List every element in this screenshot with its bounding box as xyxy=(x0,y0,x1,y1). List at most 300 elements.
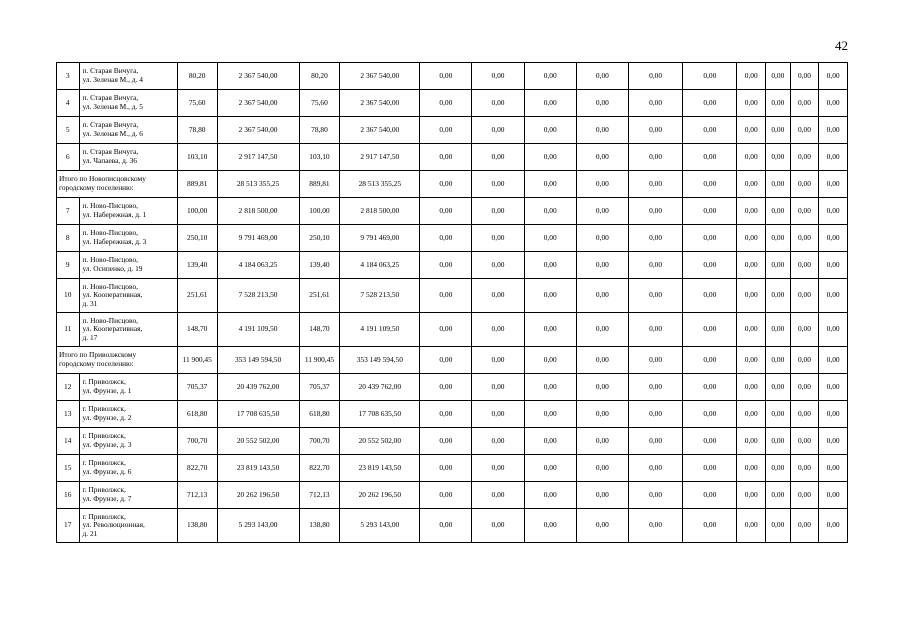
address-cell xyxy=(79,401,177,428)
value-cell: 0,00 xyxy=(420,144,472,171)
value-cell: 0,00 xyxy=(420,401,472,428)
value-cell: 0,00 xyxy=(472,279,524,313)
value-cell: 0,00 xyxy=(737,347,766,374)
table-row xyxy=(57,198,848,225)
address-line: п. Старая Вичуга, xyxy=(82,147,139,157)
area-cell: 712,13 xyxy=(299,482,340,509)
value-cell: 0,00 xyxy=(576,198,628,225)
table-row xyxy=(57,144,848,171)
value-cell: 0,00 xyxy=(819,279,848,313)
value-cell: 0,00 xyxy=(737,63,766,90)
value-cell: 0,00 xyxy=(819,428,848,455)
value-cell: 0,00 xyxy=(524,509,576,543)
value-cell: 0,00 xyxy=(790,428,819,455)
row-number: 11 xyxy=(57,313,80,347)
value-cell: 0,00 xyxy=(790,347,819,374)
row-number: 7 xyxy=(57,198,80,225)
cost-total-cell: 9 791 469,00 xyxy=(217,225,299,252)
cost-cell: 4 191 109,50 xyxy=(340,313,420,347)
address-line: п. Старая Вичуга, xyxy=(82,66,139,76)
area-cell: 138,80 xyxy=(299,509,340,543)
address-line: г. Приволжск, xyxy=(82,431,126,441)
value-cell: 0,00 xyxy=(819,90,848,117)
cost-cell: 2 367 540,00 xyxy=(340,63,420,90)
value-cell: 0,00 xyxy=(819,252,848,279)
area-total-cell: 251,61 xyxy=(177,279,217,313)
area-total-cell: 822,70 xyxy=(177,455,217,482)
table-row xyxy=(57,279,848,313)
value-cell: 0,00 xyxy=(737,374,766,401)
address-cell xyxy=(79,198,177,225)
value-cell: 0,00 xyxy=(524,63,576,90)
value-cell: 0,00 xyxy=(683,225,737,252)
value-cell: 0,00 xyxy=(683,482,737,509)
value-cell: 0,00 xyxy=(576,347,628,374)
cost-total-cell: 20 262 196,50 xyxy=(217,482,299,509)
value-cell: 0,00 xyxy=(576,90,628,117)
value-cell: 0,00 xyxy=(790,401,819,428)
address-line: п. Ново-Писцово, xyxy=(82,281,138,291)
value-cell: 0,00 xyxy=(683,279,737,313)
cost-total-cell: 2 367 540,00 xyxy=(217,90,299,117)
value-cell: 0,00 xyxy=(790,90,819,117)
value-cell: 0,00 xyxy=(628,313,682,347)
value-cell: 0,00 xyxy=(524,482,576,509)
value-cell: 0,00 xyxy=(576,401,628,428)
value-cell: 0,00 xyxy=(472,90,524,117)
value-cell: 0,00 xyxy=(737,401,766,428)
address-line: ул. Фрунзе, д. 7 xyxy=(82,494,132,503)
address-cell xyxy=(79,252,177,279)
value-cell: 0,00 xyxy=(472,63,524,90)
area-total-cell: 705,37 xyxy=(177,374,217,401)
value-cell: 0,00 xyxy=(524,90,576,117)
area-total-cell: 148,70 xyxy=(177,313,217,347)
value-cell: 0,00 xyxy=(790,198,819,225)
value-cell: 0,00 xyxy=(472,144,524,171)
value-cell: 0,00 xyxy=(737,117,766,144)
value-cell: 0,00 xyxy=(420,225,472,252)
address-line: п. Ново-Писцово, xyxy=(82,255,138,265)
address-line: г. Приволжск, xyxy=(82,485,126,495)
subtotal-label-line: городскому поселению: xyxy=(59,359,134,368)
address-line: ул. Зеленая М., д. 5 xyxy=(82,102,143,111)
value-cell: 0,00 xyxy=(766,90,791,117)
value-cell: 0,00 xyxy=(576,509,628,543)
table-row xyxy=(57,428,848,455)
value-cell: 0,00 xyxy=(472,252,524,279)
value-cell: 0,00 xyxy=(472,401,524,428)
cost-total-cell: 2 367 540,00 xyxy=(217,117,299,144)
cost-total-cell: 4 184 063,25 xyxy=(217,252,299,279)
area-cell: 11 900,45 xyxy=(299,347,340,374)
value-cell: 0,00 xyxy=(790,63,819,90)
value-cell: 0,00 xyxy=(766,455,791,482)
address-line: п. Ново-Писцово, xyxy=(82,315,138,325)
value-cell: 0,00 xyxy=(576,144,628,171)
value-cell: 0,00 xyxy=(524,144,576,171)
value-cell: 0,00 xyxy=(737,144,766,171)
value-cell: 0,00 xyxy=(420,252,472,279)
value-cell: 0,00 xyxy=(576,374,628,401)
table-row xyxy=(57,225,848,252)
value-cell: 0,00 xyxy=(683,63,737,90)
subtotal-row xyxy=(57,171,848,198)
value-cell: 0,00 xyxy=(472,313,524,347)
value-cell: 0,00 xyxy=(683,401,737,428)
address-cell xyxy=(79,279,177,313)
value-cell: 0,00 xyxy=(524,225,576,252)
address-cell xyxy=(79,374,177,401)
table-row xyxy=(57,401,848,428)
cost-cell: 7 528 213,50 xyxy=(340,279,420,313)
cost-total-cell: 2 818 500,00 xyxy=(217,198,299,225)
area-cell: 822,70 xyxy=(299,455,340,482)
address-cell xyxy=(79,144,177,171)
address-line: ул. Фрунзе, д. 1 xyxy=(82,386,132,395)
value-cell: 0,00 xyxy=(472,225,524,252)
address-line: п. Старая Вичуга, xyxy=(82,120,139,130)
area-cell: 75,60 xyxy=(299,90,340,117)
value-cell: 0,00 xyxy=(628,117,682,144)
table-row xyxy=(57,482,848,509)
value-cell: 0,00 xyxy=(683,144,737,171)
address-line: ул. Осипенко, д. 19 xyxy=(82,264,143,273)
cost-total-cell: 28 513 355,25 xyxy=(217,171,299,198)
value-cell: 0,00 xyxy=(683,509,737,543)
value-cell: 0,00 xyxy=(790,374,819,401)
value-cell: 0,00 xyxy=(628,374,682,401)
value-cell: 0,00 xyxy=(628,144,682,171)
cost-cell: 2 917 147,50 xyxy=(340,144,420,171)
value-cell: 0,00 xyxy=(766,144,791,171)
cost-cell: 20 262 196,50 xyxy=(340,482,420,509)
cost-cell: 17 708 635,50 xyxy=(340,401,420,428)
value-cell: 0,00 xyxy=(683,198,737,225)
address-line: п. Ново-Писцово, xyxy=(82,228,138,238)
row-number: 15 xyxy=(57,455,80,482)
value-cell: 0,00 xyxy=(420,509,472,543)
value-cell: 0,00 xyxy=(576,428,628,455)
value-cell: 0,00 xyxy=(683,90,737,117)
address-line: г. Приволжск, xyxy=(82,404,126,414)
value-cell: 0,00 xyxy=(420,347,472,374)
value-cell: 0,00 xyxy=(737,279,766,313)
cost-cell: 4 184 063,25 xyxy=(340,252,420,279)
value-cell: 0,00 xyxy=(576,455,628,482)
cost-total-cell: 4 191 109,50 xyxy=(217,313,299,347)
address-line: ул. Чапаева, д. 36 xyxy=(82,156,137,165)
table-row xyxy=(57,117,848,144)
value-cell: 0,00 xyxy=(524,428,576,455)
address-cell xyxy=(79,428,177,455)
row-number: 8 xyxy=(57,225,80,252)
value-cell: 0,00 xyxy=(790,171,819,198)
row-number: 12 xyxy=(57,374,80,401)
subtotal-label xyxy=(57,171,178,198)
value-cell: 0,00 xyxy=(524,279,576,313)
area-cell: 251,61 xyxy=(299,279,340,313)
table-row xyxy=(57,455,848,482)
address-line: ул. Революционная, xyxy=(82,520,145,530)
value-cell: 0,00 xyxy=(524,117,576,144)
subtotal-label-line: городскому поселению: xyxy=(59,183,134,192)
area-total-cell: 78,80 xyxy=(177,117,217,144)
value-cell: 0,00 xyxy=(683,313,737,347)
row-number: 5 xyxy=(57,117,80,144)
value-cell: 0,00 xyxy=(766,401,791,428)
value-cell: 0,00 xyxy=(524,313,576,347)
row-number: 9 xyxy=(57,252,80,279)
area-cell: 100,00 xyxy=(299,198,340,225)
value-cell: 0,00 xyxy=(576,313,628,347)
cost-total-cell: 20 439 762,00 xyxy=(217,374,299,401)
value-cell: 0,00 xyxy=(576,171,628,198)
value-cell: 0,00 xyxy=(819,401,848,428)
area-total-cell: 100,00 xyxy=(177,198,217,225)
value-cell: 0,00 xyxy=(420,171,472,198)
value-cell: 0,00 xyxy=(766,117,791,144)
value-cell: 0,00 xyxy=(819,313,848,347)
value-cell: 0,00 xyxy=(819,198,848,225)
address-cell xyxy=(79,117,177,144)
address-cell xyxy=(79,482,177,509)
value-cell: 0,00 xyxy=(737,428,766,455)
area-cell: 139,40 xyxy=(299,252,340,279)
value-cell: 0,00 xyxy=(819,117,848,144)
value-cell: 0,00 xyxy=(790,455,819,482)
value-cell: 0,00 xyxy=(683,171,737,198)
value-cell: 0,00 xyxy=(737,509,766,543)
area-total-cell: 11 900,45 xyxy=(177,347,217,374)
value-cell: 0,00 xyxy=(737,252,766,279)
value-cell: 0,00 xyxy=(790,144,819,171)
value-cell: 0,00 xyxy=(628,482,682,509)
value-cell: 0,00 xyxy=(524,171,576,198)
cost-total-cell: 17 708 635,50 xyxy=(217,401,299,428)
value-cell: 0,00 xyxy=(628,90,682,117)
value-cell: 0,00 xyxy=(628,509,682,543)
value-cell: 0,00 xyxy=(420,313,472,347)
value-cell: 0,00 xyxy=(628,198,682,225)
cost-cell: 2 367 540,00 xyxy=(340,117,420,144)
cost-cell: 28 513 355,25 xyxy=(340,171,420,198)
cost-cell: 2 818 500,00 xyxy=(340,198,420,225)
area-cell: 705,37 xyxy=(299,374,340,401)
value-cell: 0,00 xyxy=(472,374,524,401)
value-cell: 0,00 xyxy=(737,198,766,225)
area-cell: 103,10 xyxy=(299,144,340,171)
value-cell: 0,00 xyxy=(766,225,791,252)
table-row xyxy=(57,509,848,543)
value-cell: 0,00 xyxy=(420,455,472,482)
value-cell: 0,00 xyxy=(683,252,737,279)
area-total-cell: 103,10 xyxy=(177,144,217,171)
value-cell: 0,00 xyxy=(737,90,766,117)
value-cell: 0,00 xyxy=(576,63,628,90)
value-cell: 0,00 xyxy=(628,455,682,482)
value-cell: 0,00 xyxy=(683,455,737,482)
area-total-cell: 712,13 xyxy=(177,482,217,509)
value-cell: 0,00 xyxy=(683,117,737,144)
row-number: 14 xyxy=(57,428,80,455)
value-cell: 0,00 xyxy=(790,117,819,144)
value-cell: 0,00 xyxy=(766,482,791,509)
cost-total-cell: 5 293 143,00 xyxy=(217,509,299,543)
value-cell: 0,00 xyxy=(683,374,737,401)
address-line: д. 31 xyxy=(82,298,98,308)
address-line: г. Приволжск, xyxy=(82,511,126,521)
address-line: ул. Зеленая М., д. 6 xyxy=(82,129,143,138)
value-cell: 0,00 xyxy=(766,428,791,455)
address-line: г. Приволжск, xyxy=(82,458,126,468)
cost-total-cell: 2 367 540,00 xyxy=(217,63,299,90)
table-row xyxy=(57,374,848,401)
area-total-cell: 80,20 xyxy=(177,63,217,90)
value-cell: 0,00 xyxy=(766,279,791,313)
value-cell: 0,00 xyxy=(420,482,472,509)
value-cell: 0,00 xyxy=(790,225,819,252)
value-cell: 0,00 xyxy=(472,509,524,543)
value-cell: 0,00 xyxy=(790,509,819,543)
area-cell: 700,70 xyxy=(299,428,340,455)
value-cell: 0,00 xyxy=(524,198,576,225)
area-cell: 889,81 xyxy=(299,171,340,198)
value-cell: 0,00 xyxy=(766,374,791,401)
value-cell: 0,00 xyxy=(819,482,848,509)
value-cell: 0,00 xyxy=(737,455,766,482)
address-line: д. 17 xyxy=(82,332,98,342)
cost-total-cell: 2 917 147,50 xyxy=(217,144,299,171)
area-total-cell: 700,70 xyxy=(177,428,217,455)
address-line: ул. Кооперативная, xyxy=(82,324,143,334)
value-cell: 0,00 xyxy=(524,401,576,428)
area-cell: 78,80 xyxy=(299,117,340,144)
value-cell: 0,00 xyxy=(420,117,472,144)
value-cell: 0,00 xyxy=(766,347,791,374)
value-cell: 0,00 xyxy=(737,225,766,252)
value-cell: 0,00 xyxy=(737,313,766,347)
value-cell: 0,00 xyxy=(420,198,472,225)
value-cell: 0,00 xyxy=(790,279,819,313)
value-cell: 0,00 xyxy=(472,347,524,374)
value-cell: 0,00 xyxy=(628,252,682,279)
cost-cell: 23 819 143,50 xyxy=(340,455,420,482)
area-total-cell: 75,60 xyxy=(177,90,217,117)
address-line: ул. Набережная, д. 3 xyxy=(82,237,147,246)
area-total-cell: 889,81 xyxy=(177,171,217,198)
table-row xyxy=(57,313,848,347)
value-cell: 0,00 xyxy=(819,347,848,374)
area-total-cell: 138,80 xyxy=(177,509,217,543)
value-cell: 0,00 xyxy=(472,482,524,509)
value-cell: 0,00 xyxy=(819,374,848,401)
value-cell: 0,00 xyxy=(472,455,524,482)
address-line: ул. Фрунзе, д. 6 xyxy=(82,467,132,476)
value-cell: 0,00 xyxy=(576,117,628,144)
cost-cell: 20 552 502,00 xyxy=(340,428,420,455)
value-cell: 0,00 xyxy=(766,63,791,90)
address-line: ул. Фрунзе, д. 2 xyxy=(82,413,132,422)
housing-registry-table xyxy=(56,62,848,543)
address-line: г. Приволжск, xyxy=(82,377,126,387)
subtotal-label-line: Итого по Новописцовскому xyxy=(59,174,146,184)
address-cell xyxy=(79,90,177,117)
address-cell xyxy=(79,63,177,90)
area-cell: 250,10 xyxy=(299,225,340,252)
address-line: ул. Фрунзе, д. 3 xyxy=(82,440,132,449)
page-number: 42 xyxy=(835,38,848,53)
area-total-cell: 618,80 xyxy=(177,401,217,428)
value-cell: 0,00 xyxy=(819,171,848,198)
value-cell: 0,00 xyxy=(472,117,524,144)
cost-cell: 2 367 540,00 xyxy=(340,90,420,117)
address-line: ул. Набережная, д. 1 xyxy=(82,210,147,219)
value-cell: 0,00 xyxy=(819,144,848,171)
table-row xyxy=(57,90,848,117)
row-number: 17 xyxy=(57,509,80,543)
value-cell: 0,00 xyxy=(576,225,628,252)
value-cell: 0,00 xyxy=(420,63,472,90)
row-number: 3 xyxy=(57,63,80,90)
cost-total-cell: 353 149 594,50 xyxy=(217,347,299,374)
subtotal-label-line: Итого по Приволжскому xyxy=(59,350,137,360)
value-cell: 0,00 xyxy=(766,313,791,347)
value-cell: 0,00 xyxy=(628,428,682,455)
cost-total-cell: 7 528 213,50 xyxy=(217,279,299,313)
value-cell: 0,00 xyxy=(766,171,791,198)
value-cell: 0,00 xyxy=(628,171,682,198)
value-cell: 0,00 xyxy=(819,509,848,543)
cost-cell: 5 293 143,00 xyxy=(340,509,420,543)
value-cell: 0,00 xyxy=(420,90,472,117)
value-cell: 0,00 xyxy=(790,252,819,279)
cost-total-cell: 23 819 143,50 xyxy=(217,455,299,482)
subtotal-label xyxy=(57,347,178,374)
value-cell: 0,00 xyxy=(524,374,576,401)
address-line: ул. Зеленая М., д. 4 xyxy=(82,75,143,84)
row-number: 16 xyxy=(57,482,80,509)
value-cell: 0,00 xyxy=(420,279,472,313)
address-line: д. 21 xyxy=(82,528,98,538)
value-cell: 0,00 xyxy=(524,347,576,374)
subtotal-row xyxy=(57,347,848,374)
value-cell: 0,00 xyxy=(790,482,819,509)
value-cell: 0,00 xyxy=(420,428,472,455)
value-cell: 0,00 xyxy=(766,198,791,225)
address-line: п. Старая Вичуга, xyxy=(82,93,139,103)
address-cell xyxy=(79,313,177,347)
value-cell: 0,00 xyxy=(576,482,628,509)
row-number: 4 xyxy=(57,90,80,117)
table-row xyxy=(57,63,848,90)
value-cell: 0,00 xyxy=(472,428,524,455)
value-cell: 0,00 xyxy=(628,279,682,313)
cost-cell: 20 439 762,00 xyxy=(340,374,420,401)
value-cell: 0,00 xyxy=(628,401,682,428)
cost-total-cell: 20 552 502,00 xyxy=(217,428,299,455)
value-cell: 0,00 xyxy=(683,347,737,374)
value-cell: 0,00 xyxy=(576,279,628,313)
value-cell: 0,00 xyxy=(628,225,682,252)
value-cell: 0,00 xyxy=(766,509,791,543)
area-total-cell: 139,40 xyxy=(177,252,217,279)
value-cell: 0,00 xyxy=(819,225,848,252)
value-cell: 0,00 xyxy=(628,347,682,374)
value-cell: 0,00 xyxy=(819,63,848,90)
value-cell: 0,00 xyxy=(472,171,524,198)
value-cell: 0,00 xyxy=(790,313,819,347)
